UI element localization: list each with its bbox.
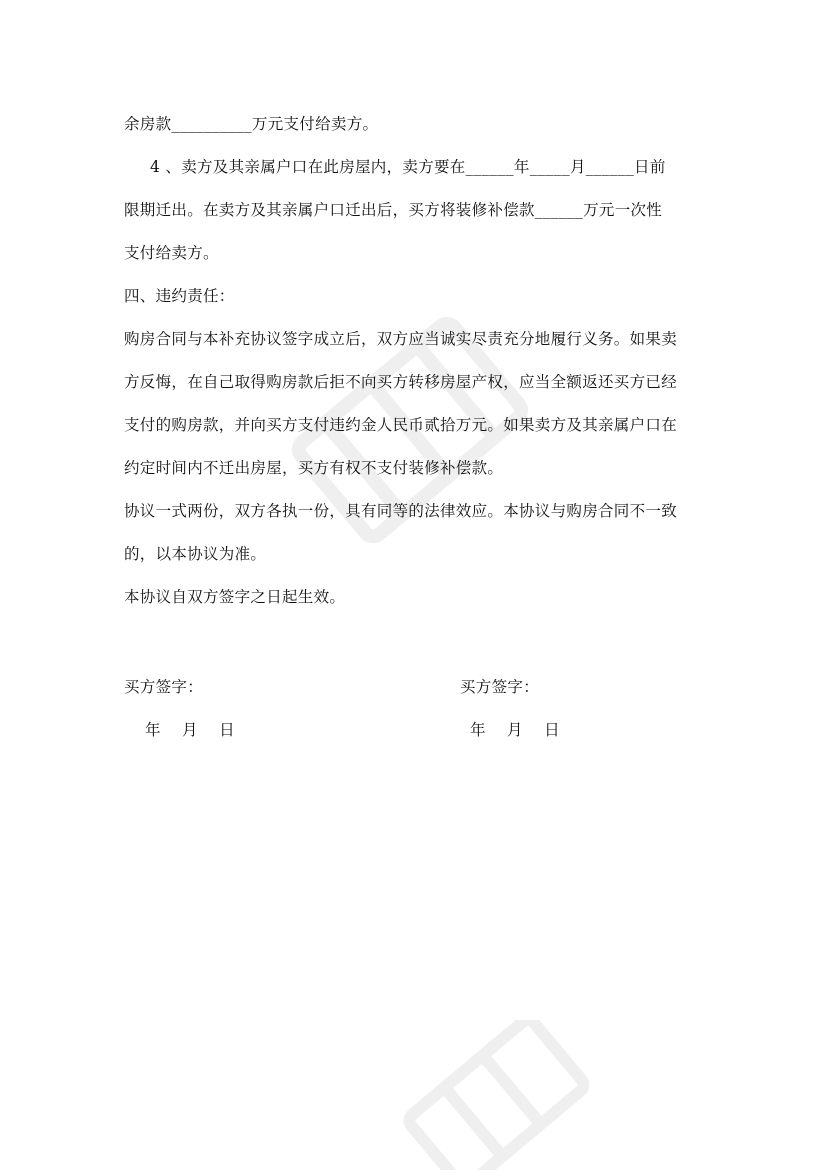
right-date-year: 年 [470, 721, 486, 739]
body-line-1: 余房款__________万元支付给卖方。 [124, 115, 379, 133]
section-heading-breach: 四、违约责任： [124, 287, 235, 305]
clause-4-line-2: 限期迁出。在卖方及其亲属户口迁出后，买方将装修补偿款______万元一次性 [124, 201, 663, 219]
left-date-year: 年 [145, 721, 161, 739]
right-signature-label: 买方签字： [460, 678, 540, 696]
left-date-day: 日 [219, 721, 235, 739]
clause-4-line-1: 4 、卖方及其亲属户口在此房屋内，卖方要在______年_____月______日前 [150, 158, 666, 176]
right-date-line [470, 720, 560, 740]
copies-para-line-2: 的，以本协议为准。 [124, 545, 267, 563]
breach-para-line-3: 支付的购房款，并向买方支付违约金人民币贰拾万元。如果卖方及其亲属户口在 [124, 416, 678, 434]
breach-para-line-4: 约定时间内不迁出房屋，买方有权不支付装修补偿款。 [124, 459, 504, 477]
watermark-logo-bottom [380, 1020, 600, 1170]
left-date-line [145, 720, 235, 740]
breach-para-line-1: 购房合同与本补充协议签字成立后，双方应当诚实尽责充分地履行义务。如果卖 [124, 330, 678, 348]
left-signature-label: 买方签字： [124, 678, 204, 696]
left-date-month: 月 [182, 721, 198, 739]
breach-para-line-2: 方反悔，在自己取得购房款后拒不向买方转移房屋产权，应当全额返还买方已经 [124, 373, 678, 391]
right-date-day: 日 [544, 721, 560, 739]
copies-para-line-1: 协议一式两份，双方各执一份，具有同等的法律效应。本协议与购房合同不一致 [124, 502, 678, 520]
clause-4-line-3: 支付给卖方。 [124, 244, 219, 262]
effective-line: 本协议自双方签字之日起生效。 [124, 588, 346, 606]
right-date-month: 月 [507, 721, 523, 739]
